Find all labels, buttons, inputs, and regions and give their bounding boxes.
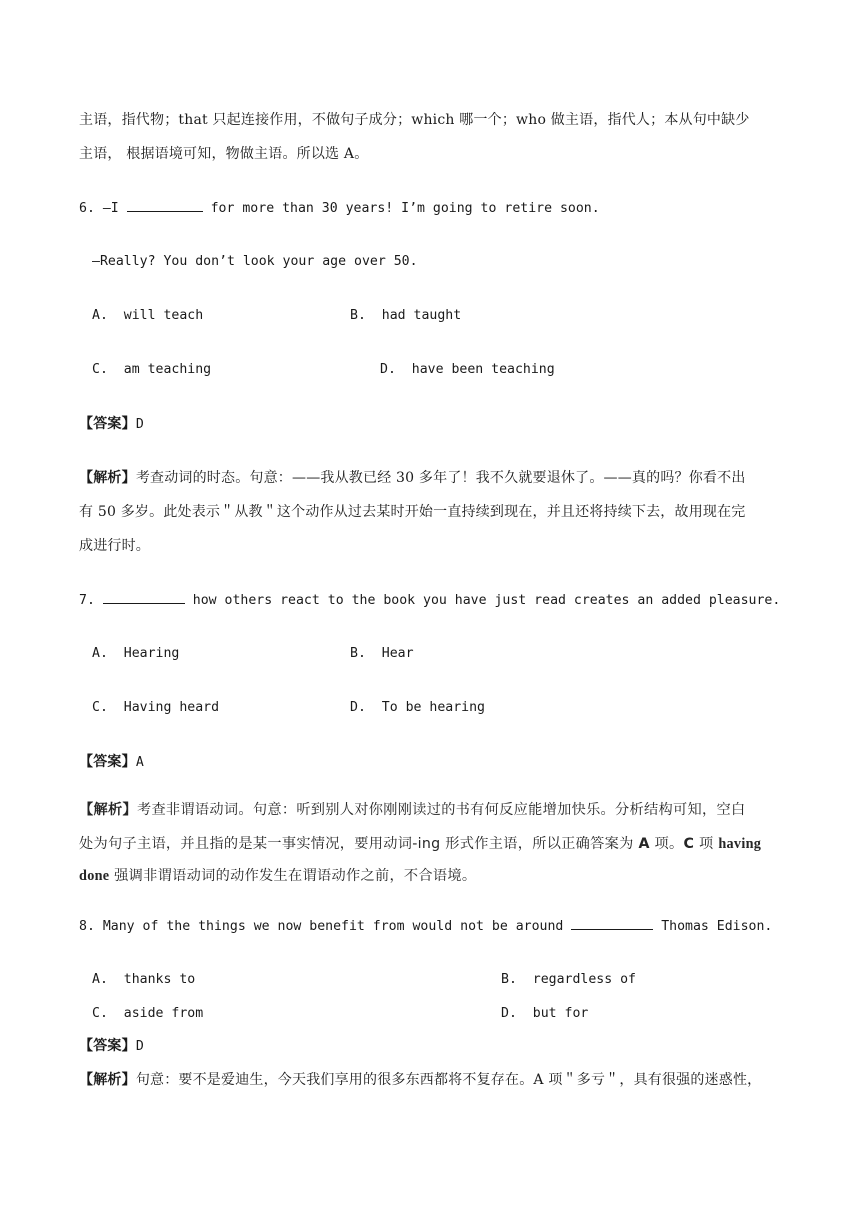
answer-value: A (135, 755, 144, 770)
prev-explanation-line-2: 主语， 根据语境可知，物做主语。所以选 A。 (79, 146, 369, 162)
analysis-label: 【解析】 (79, 802, 137, 818)
analysis-line-1 (79, 1070, 761, 1090)
question-stem-end: Thomas Edison. (653, 919, 773, 934)
analysis-line-3: 成进行时。 (79, 538, 150, 554)
question-6-reply: —Really? You don’t look your age over 50. (92, 254, 418, 269)
analysis-label: 【解析】 (79, 1072, 136, 1088)
question-8-stem (79, 916, 772, 937)
question-stem-end: for more than 30 years! I’m going to retire soon. (202, 201, 600, 216)
option-b: B. Hear (350, 646, 414, 661)
analysis-text: 考查非谓语动词。句意：听到别人对你刚刚读过的书有何反应能增加快乐。分析结构可知，空白 (136, 802, 746, 818)
analysis-line-2: 有 50 多岁。此处表示＂从教＂这个动作从过去某时开始一直持续到现在，并且还将持续下去，故用现在完 (79, 504, 746, 520)
question-6-stem (79, 198, 600, 219)
option-a: A. will teach (92, 308, 204, 323)
question-stem-end: how others react to the book you have just read creates an added pleasure. (184, 593, 781, 608)
question-stem-start: Many of the things we now benefit from would not be around (102, 919, 572, 934)
option-b: B. regardless of (501, 972, 636, 987)
answer-label: 【答案】 (79, 1038, 136, 1054)
answer-value: D (135, 1039, 144, 1054)
analysis-line-3: done 强调非谓语动词的动作发生在谓语动作之前，不合语境。 (79, 868, 477, 884)
option-a: A. Hearing (92, 646, 180, 661)
analysis-text: 句意：要不是爱迪生，今天我们享用的很多东西都将不复存在。A 项＂多亏＂，具有很强的迷惑性， (135, 1072, 762, 1088)
option-d: D. but for (501, 1006, 589, 1021)
option-d: D. To be hearing (350, 700, 485, 715)
answer-label: 【答案】 (79, 754, 136, 770)
option-a: A. thanks to (92, 972, 196, 987)
prev-explanation-line-1: 主语，指代物；that 只起连接作用，不做句子成分；which 哪一个；who 做主语，指代人；本从句中缺少 (79, 112, 750, 128)
answer-value: D (135, 417, 144, 432)
answer-blank (103, 590, 185, 604)
answer-blank (127, 198, 203, 212)
analysis-line-1 (79, 468, 746, 488)
question-number: 6. (79, 201, 95, 216)
answer-blank (571, 916, 653, 930)
question-7-stem (79, 590, 780, 611)
option-c: C. Having heard (92, 700, 220, 715)
analysis-label: 【解析】 (79, 470, 136, 486)
question-number: 7. (79, 593, 95, 608)
option-c: C. aside from (92, 1006, 204, 1021)
answer-label: 【答案】 (79, 416, 136, 432)
question-number: 8. (79, 919, 95, 934)
analysis-line-2: 处为句子主语，并且指的是某一事实情况，要用动词-ing 形式作主语，所以正确答案为 A 项。C 项 having (79, 836, 762, 852)
option-b: B. had taught (350, 308, 462, 323)
question-stem-start: —I (102, 201, 127, 216)
analysis-line-1 (79, 800, 745, 820)
answer-line (79, 752, 144, 773)
analysis-text: 考查动词的时态。句意：——我从教已经 30 多年了！我不久就要退休了。——真的吗？你看不出 (135, 470, 746, 486)
option-d: D. have been teaching (380, 362, 555, 377)
option-c: C. am teaching (92, 362, 212, 377)
answer-line (79, 414, 144, 435)
answer-line (79, 1036, 144, 1057)
